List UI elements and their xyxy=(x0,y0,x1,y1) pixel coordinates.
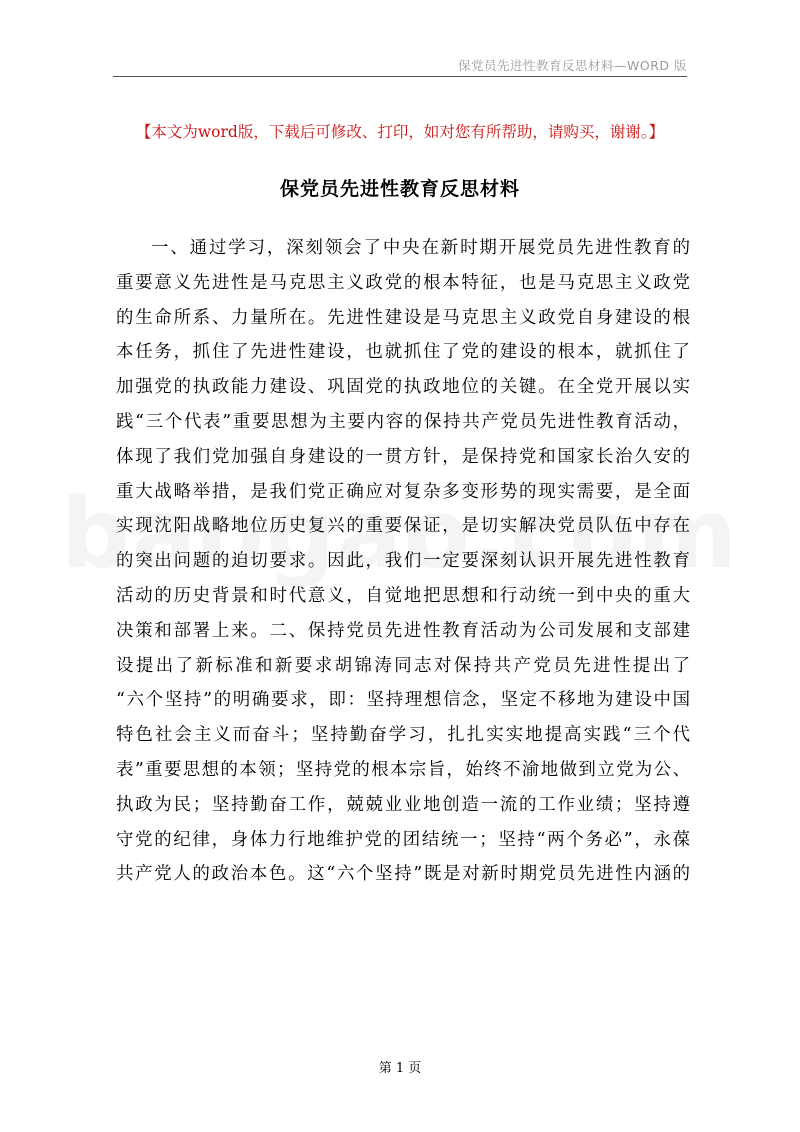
body-line: 守党的纪律，身体力行地维护党的团结统一；坚持“两个务必”，永葆 xyxy=(116,829,690,850)
body-line: 执政为民；坚持勤奋工作，兢兢业业地创造一流的工作业绩；坚持遵 xyxy=(116,794,690,815)
body-line: 设提出了新标准和新要求胡锦涛同志对保持共产党员先进性提出了 xyxy=(116,655,690,676)
body-line: 决策和部署上来。二、保持党员先进性教育活动为公司发展和支部建 xyxy=(116,620,690,641)
body-line: 的生命所系、力量所在。先进性建设是马克思主义政党自身建设的根 xyxy=(116,307,690,328)
body-line: 践“三个代表”重要思想为主要内容的保持共产党员先进性教育活动， xyxy=(116,411,690,432)
body-line: 加强党的执政能力建设、巩固党的执政地位的关键。在全党开展以实 xyxy=(116,377,690,398)
page-number: 第 1 页 xyxy=(378,1061,422,1076)
body-line: 特色社会主义而奋斗；坚持勤奋学习，扎扎实实地提高实践“三个代 xyxy=(116,725,690,746)
body-line: 重大战略举措，是我们党正确应对复杂多变形势的现实需要，是全面 xyxy=(116,481,690,502)
header-divider xyxy=(113,76,687,77)
body-line: 重要意义先进性是马克思主义政党的根本特征，也是马克思主义政党 xyxy=(116,272,690,293)
document-body xyxy=(116,231,690,892)
body-line: 表”重要思想的本领；坚持党的根本宗旨，始终不渝地做到立党为公、 xyxy=(116,759,690,780)
body-line: 一、通过学习，深刻领会了中央在新时期开展党员先进性教育的 xyxy=(151,238,690,258)
body-line: 本任务，抓住了先进性建设，也就抓住了党的建设的根本，就抓住了 xyxy=(116,342,690,363)
body-line: 共产党人的政治本色。这“六个坚持”既是对新时期党员先进性内涵的 xyxy=(116,864,690,885)
body-line: “六个坚持”的明确要求，即：坚持理想信念，坚定不移地为建设中国 xyxy=(116,690,690,711)
download-notice: 【本文为word版，下载后可修改、打印，如对您有所帮助，请购买，谢谢。】 xyxy=(135,123,665,141)
running-header: 保党员先进性教育反思材料—WORD 版 xyxy=(458,58,687,73)
body-line: 的突出问题的迫切要求。因此，我们一定要深刻认识开展先进性教育 xyxy=(116,551,690,572)
body-line: 活动的历史背景和时代意义，自觉地把思想和行动统一到中央的重大 xyxy=(116,585,690,606)
body-line: 实现沈阳战略地位历史复兴的重要保证，是切实解决党员队伍中存在 xyxy=(116,516,690,537)
body-line: 体现了我们党加强自身建设的一贯方针，是保持党和国家长治久安的 xyxy=(116,446,690,467)
document-title: 保党员先进性教育反思材料 xyxy=(279,178,520,200)
